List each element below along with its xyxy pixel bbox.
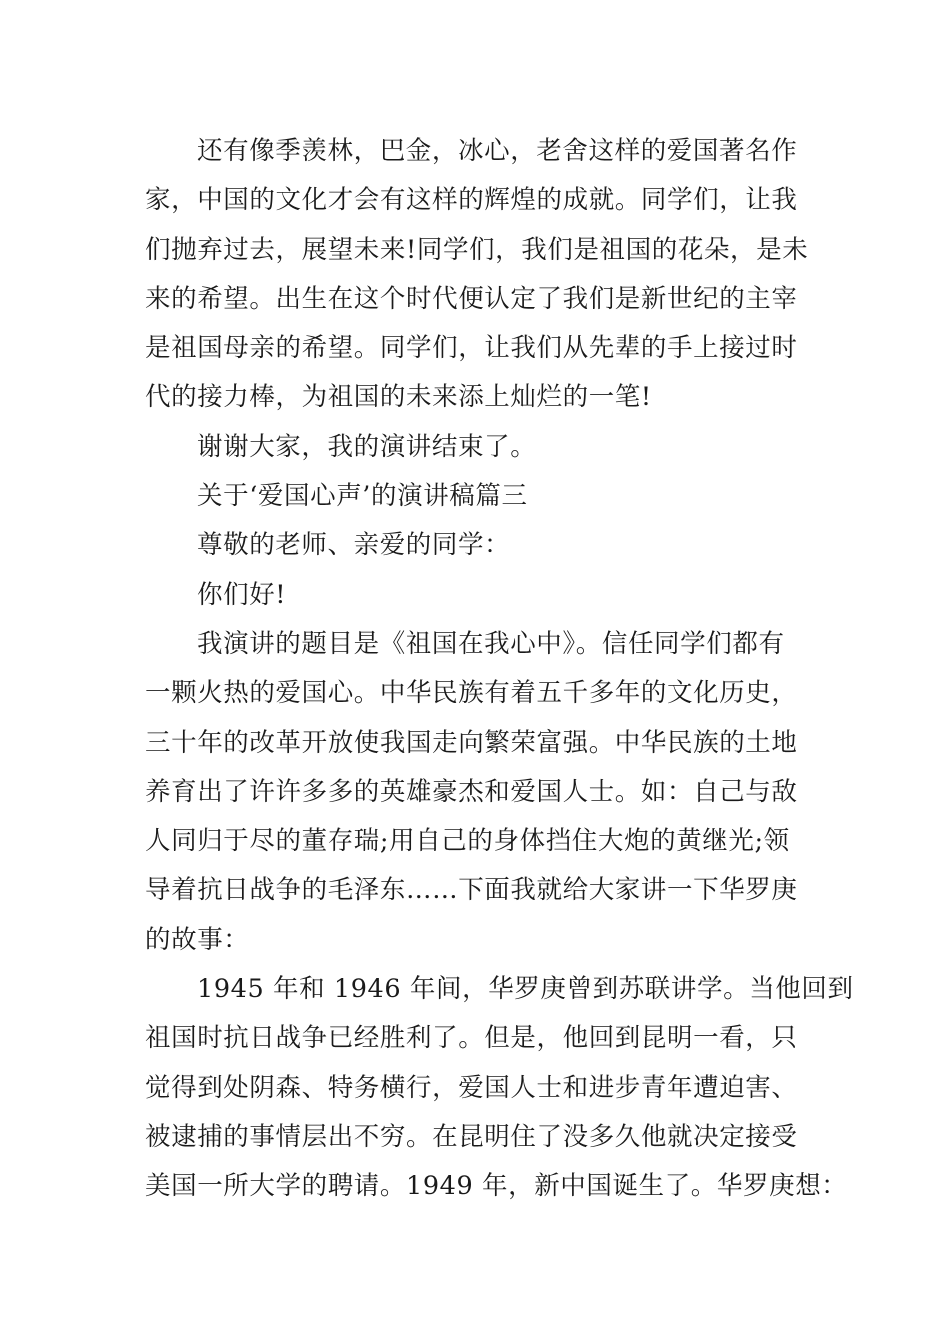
text-line: 代的接力棒，为祖国的未来添上灿烂的一笔! [145,382,652,413]
text-line: 被逮捕的事情层出不穷。在昆明住了没多久他就决定接受 [145,1121,798,1152]
text-line: 养育出了许许多多的英雄豪杰和爱国人士。如：自己与敌 [145,776,798,807]
text-line: 三十年的改革开放使我国走向繁荣富强。中华民族的土地 [145,727,798,758]
text-line: 谢谢大家，我的演讲结束了。 [197,431,537,462]
text-line: 的故事： [145,924,250,955]
text-line: 是祖国母亲的希望。同学们，让我们从先辈的手上接过时 [145,333,798,364]
text-line: 祖国时抗日战争已经胜利了。但是，他回到昆明一看，只 [145,1023,798,1054]
text-line: 一颗火热的爱国心。中华民族有着五千多年的文化历史， [145,678,798,709]
body-text [145,127,854,1212]
text-line: 还有像季羡林，巴金，冰心，老舍这样的爱国著名作 [197,136,798,166]
text-line: 导着抗日战争的毛泽东……下面我就给大家讲一下华罗庚 [145,875,798,906]
greeting: 你们好! [197,579,287,610]
text-line: 们抛弃过去，展望未来!同学们，我们是祖国的花朵，是未 [145,234,809,265]
text-line: 觉得到处阴森、特务横行，爱国人士和进步青年遭迫害、 [145,1072,798,1103]
text-line: 来的希望。出生在这个时代便认定了我们是新世纪的主宰 [145,283,798,314]
text-line: 1945 年和 1946 年间，华罗庚曾到苏联讲学。当他回到 [197,974,854,1005]
salutation: 尊敬的老师、亲爱的同学： [197,530,511,561]
text-line: 美国一所大学的聘请。1949 年，新中国诞生了。华罗庚想： [145,1171,848,1202]
text-line: 家，中国的文化才会有这样的辉煌的成就。同学们，让我 [145,185,798,216]
text-line: 我演讲的题目是《祖国在我心中》。信任同学们都有 [197,628,785,659]
section-heading: 关于‘爱国心声’的演讲稿篇三 [197,481,528,512]
text-line: 人同归于尽的董存瑞;用自己的身体挡住大炮的黄继光;领 [145,826,790,857]
